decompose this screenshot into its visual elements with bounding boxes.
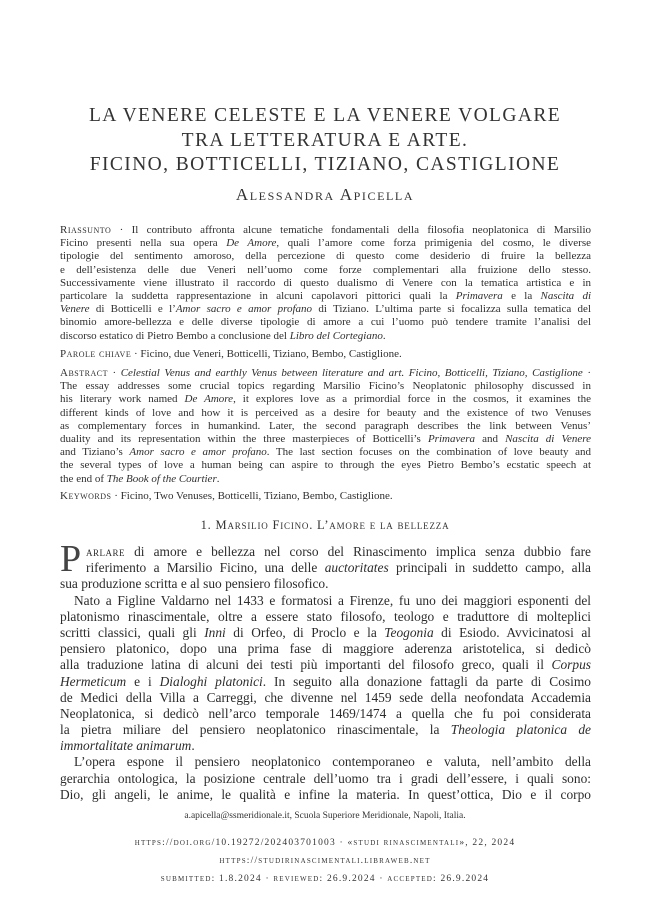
body-text-span: scritti classici, quali gli xyxy=(60,624,205,640)
parole-chiave xyxy=(60,348,591,361)
body-line: sua produzione scritta e al suo pensiero filosofico. xyxy=(60,576,329,592)
parole-chiave-text: · Ficino, due Veneri, Botticelli, Tiziano, Bembo, Castiglione. xyxy=(131,348,402,360)
abstract-text: as complementary forces in humankind. Later, the second paragraph describes the link between Venus’ xyxy=(60,419,591,432)
abstract-text: the several types of love a human being can aspire to through the eyes Pietro Bembo’s ecstatic speech at xyxy=(60,459,591,472)
abstract-text: . xyxy=(216,472,220,485)
body-line: Neoplatonica, si dedicò nell’arco temporale 1469/1474 a quella che fu poi considerata xyxy=(60,705,591,721)
riassunto-block xyxy=(60,224,591,343)
body-italic: Inni xyxy=(204,624,226,640)
riassunto-text: · Il contributo affronta alcune tematiche fondamentali della filosofia neoplatonica di Marsilio xyxy=(111,224,591,236)
drop-cap: P xyxy=(60,538,82,580)
body-text-span: di Orfeo, di Proclo e la xyxy=(225,624,385,640)
body-text-span: e i xyxy=(126,673,160,689)
abstract-text: , it explores love as a primordial force in the cosmos, it examines the xyxy=(233,393,591,406)
body-text-span: principali in suddetto campo, alla xyxy=(388,560,591,576)
author-footnote: a.apicella@ssmeridionale.it, Scuola Superiore Meridionale, Napoli, Italia. xyxy=(184,811,466,821)
abstract-text: duality and its representation within the three masterpieces of Botticelli’s xyxy=(60,432,428,445)
riassunto-text: Successivamente viene illustrato il raccordo di questo dualismo di Venere con la tematica artistica e in xyxy=(60,276,591,289)
body-text-span: arlare xyxy=(86,544,125,559)
keywords-text: · Ficino, Two Venuses, Botticelli, Tiziano, Bembo, Castiglione. xyxy=(111,490,393,502)
riassunto-text: discorso estatico di Pietro Bembo a conclusione del xyxy=(60,329,290,342)
body-italic: immortalitate animarum xyxy=(60,738,192,754)
abstract-text: . The last section focuses on the combination of love beauty and xyxy=(266,446,592,459)
riassunto-italic: De Amore xyxy=(226,237,277,250)
abstract-text: The essay addresses some crucial topics regarding Marsilio Ficino’s Neoplatonic philosophy discussed in xyxy=(60,380,591,393)
journal-url: https://studirinascimentali.libraweb.net xyxy=(219,856,431,866)
body-line: gerarchia ontologica, la posizione centrale dell’uomo tra i gradi dell’essere, i quali sono: xyxy=(60,770,591,786)
abstract-italic: Nascita di Venere xyxy=(505,432,591,445)
body-italic: Dialoghi platonici xyxy=(159,673,263,689)
doi-line: https://doi.org/10.19272/202403701003 · «studi rinascimentali», 22, 2024 xyxy=(134,838,516,848)
abstract-text: different kinds of love and how it is perceived as a desire for beauty and the existence of two Venuses xyxy=(60,406,591,419)
abstract-label: Abstract xyxy=(60,367,108,379)
body-text-span: riferimento a Marsilio Ficino, una delle xyxy=(86,560,325,576)
riassunto-text: e dell’esistenza delle due Veneri nell’uomo come forze complementari alla fruizione dello stesso. xyxy=(60,263,591,276)
riassunto-italic: Libro del Cortegiano xyxy=(289,329,383,342)
abstract-italic: De Amore xyxy=(184,393,234,406)
abstract-text: and xyxy=(474,432,506,445)
body-italic: auctoritates xyxy=(324,560,389,576)
body-italic: Hermeticum xyxy=(60,673,127,689)
abstract-block xyxy=(60,367,591,486)
body-line: de Medici della Villa a Carreggi, che divenne nel 1459 sede della neofondata Accademia xyxy=(60,689,591,705)
body-line: L’opera espone il pensiero neoplatonico contemporaneo e valuta, nell’ambito della xyxy=(74,754,591,770)
keywords xyxy=(60,490,591,503)
body-text xyxy=(60,538,591,803)
body-text-span: di Esiodo. Avvicinatosi al xyxy=(433,624,591,640)
abstract-text: and Tiziano’s xyxy=(60,446,130,459)
riassunto-label: Riassunto xyxy=(60,224,112,236)
riassunto-text: di Botticelli e l’ xyxy=(89,303,176,316)
body-line: Nato a Figline Valdarno nel 1433 e formatosi a Firenze, fu uno dei maggiori esponenti del xyxy=(74,592,591,608)
body-italic: Corpus xyxy=(551,657,591,673)
abstract-title: Celestial Venus and earthly Venus between literature and art. Ficino, Botticelli, Tiziano, Castiglione xyxy=(120,367,583,379)
title-line-1: LA VENERE CELESTE E LA VENERE VOLGARE xyxy=(88,105,562,126)
riassunto-italic: Primavera xyxy=(455,289,503,302)
riassunto-text: Ficino presenti nella sua opera xyxy=(60,237,227,250)
body-text-span: . xyxy=(191,738,195,754)
body-text-span: . In seguito alla donazione fattagli da parte di Cosimo xyxy=(262,673,591,689)
body-line: pensiero platonico, dopo una prima fase di maggiore aderenza aristotelica, si dedicò xyxy=(60,641,591,657)
body-text-span: la pietra miliare del pensiero neoplatonico rinascimentale, la xyxy=(60,722,451,738)
body-text-span: alla traduzione latina di alcuni dei testi più importanti del filosofo greco, quali il xyxy=(60,657,552,673)
riassunto-italic: Amor sacro e amor profano xyxy=(175,303,313,316)
riassunto-text: , quali l’amore come forza primigenia del cosmo, le diverse xyxy=(276,237,592,250)
riassunto-text: tipologie del sentimento amoroso, della percezione di questo come desiderio di fruire la bellezza xyxy=(60,250,591,263)
abstract-text: · xyxy=(107,367,121,379)
abstract-italic: Primavera xyxy=(427,432,475,445)
abstract-italic: The Book of the Courtier xyxy=(106,472,217,485)
abstract-text: · xyxy=(582,367,592,379)
abstract-text: his literary work named xyxy=(60,393,185,406)
article-title xyxy=(0,104,650,178)
title-line-3: FICINO, BOTTICELLI, TIZIANO, CASTIGLIONE xyxy=(89,154,561,175)
body-italic: Teogonia xyxy=(384,624,434,640)
riassunto-italic: Venere xyxy=(60,303,90,316)
riassunto-text: di Tiziano. L’ultima parte si focalizza sulla tematica del xyxy=(312,303,591,316)
section-heading: 1. Marsilio Ficino. L’amore e la bellezza xyxy=(200,518,450,532)
abstract-italic: Amor sacro e amor profano xyxy=(129,446,267,459)
title-line-2: TRA LETTERATURA E ARTE. xyxy=(181,129,469,151)
body-italic: Theologia platonica de xyxy=(450,722,591,738)
riassunto-text: particolare la suddetta rappresentazione in alcuni capolavori pittorici quali la xyxy=(60,289,456,302)
body-line: platonismo rinascimentale, oltre a essere stato filosofo, teologo e traduttore di molteplici xyxy=(60,608,591,624)
riassunto-text: binomio amore-bellezza e delle diverse tipologie di amore a cui l’uomo può tendere tramite l’analisi del xyxy=(60,316,591,329)
author-name: Alessandra Apicella xyxy=(235,185,415,204)
submission-dates: submitted: 1.8.2024 · reviewed: 26.9.2024 · accepted: 26.9.2024 xyxy=(160,874,490,884)
abstract-text: the end of xyxy=(60,472,107,485)
keywords-label: Keywords xyxy=(60,490,112,502)
riassunto-text: . xyxy=(382,329,386,342)
riassunto-italic: Nascita di xyxy=(540,289,592,302)
body-text-span: di amore e bellezza nel corso del Rinascimento implica senza dubbio fare xyxy=(125,544,591,559)
body-line: Dio, gli angeli, le anime, le qualità e infine la materia. In quest’ottica, Dio e il corpo xyxy=(60,786,591,802)
parole-chiave-label: Parole chiave xyxy=(60,348,132,360)
riassunto-text: e la xyxy=(502,289,541,302)
